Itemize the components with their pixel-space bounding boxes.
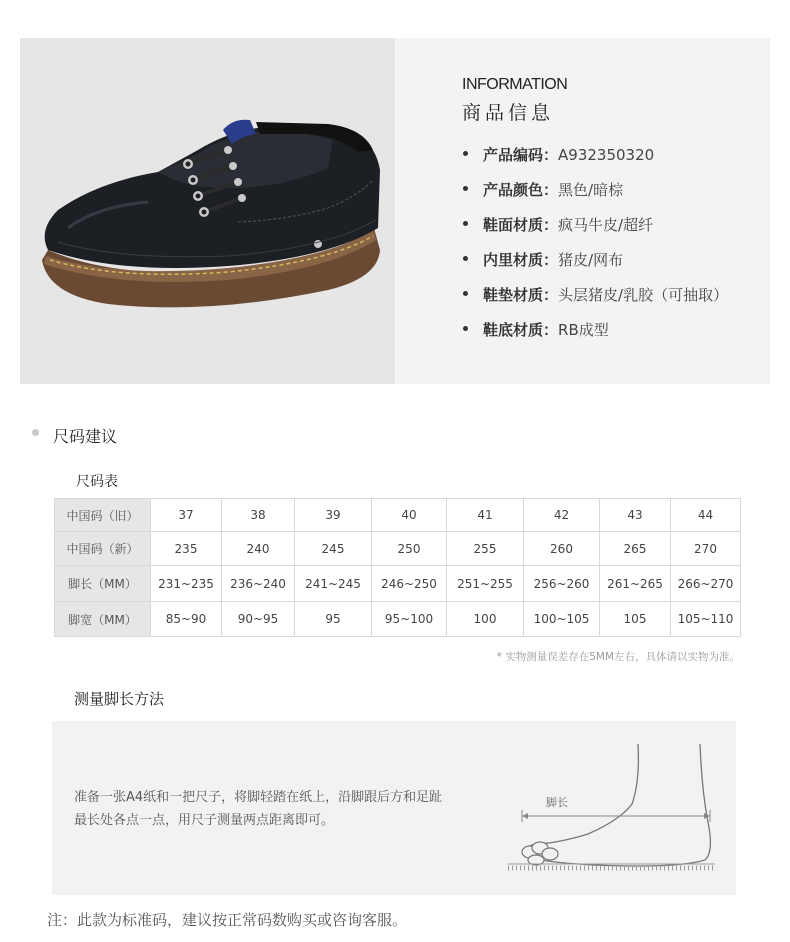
table-cell: 255 xyxy=(447,532,524,566)
bullet-icon xyxy=(463,186,468,191)
bullet-icon xyxy=(463,291,468,296)
table-cell: 38 xyxy=(222,499,295,532)
table-cell: 231~235 xyxy=(151,566,222,602)
spec-item xyxy=(463,285,728,320)
table-cell: 85~90 xyxy=(151,602,222,637)
table-cell: 100~105 xyxy=(524,602,600,637)
shoe-image xyxy=(28,110,388,310)
bullet-icon xyxy=(463,221,468,226)
bullet-icon xyxy=(463,326,468,331)
bullet-icon xyxy=(463,256,468,261)
table-cell: 251~255 xyxy=(447,566,524,602)
table-cell: 245 xyxy=(295,532,372,566)
spec-key: 鞋面材质： xyxy=(483,216,559,234)
table-cell: 40 xyxy=(372,499,447,532)
spec-item xyxy=(463,215,728,250)
spec-key: 鞋垫材质： xyxy=(483,286,559,304)
bullet-icon xyxy=(463,151,468,156)
table-cell: 41 xyxy=(447,499,524,532)
size-section-title: 尺码建议 xyxy=(53,427,118,446)
spec-item xyxy=(463,145,728,180)
table-cell: 37 xyxy=(151,499,222,532)
table-cell: 241~245 xyxy=(295,566,372,602)
info-heading-en: INFORMATION xyxy=(462,76,568,93)
spec-item xyxy=(463,320,728,355)
footer-note: 注：此款为标准码，建议按正常码数购买或咨询客服。 xyxy=(47,911,408,929)
spec-value: RB成型 xyxy=(558,321,609,339)
spec-value: 头层猪皮/乳胶（可抽取） xyxy=(558,286,729,304)
size-table-title: 尺码表 xyxy=(76,474,118,490)
spec-value: 黑色/暗棕 xyxy=(558,181,624,199)
spec-key: 内里材质： xyxy=(483,251,559,269)
spec-item xyxy=(463,250,728,285)
instruction-line: 最长处各点一点，用尺子测量两点距离即可。 xyxy=(74,813,335,828)
table-cell: 270 xyxy=(671,532,741,566)
table-row xyxy=(55,532,741,566)
spec-list xyxy=(463,145,728,355)
spec-key: 鞋底材质： xyxy=(483,321,559,339)
table-cell: 105 xyxy=(600,602,671,637)
spec-key: 产品颜色： xyxy=(483,181,559,199)
spec-item xyxy=(463,180,728,215)
table-cell: 105~110 xyxy=(671,602,741,637)
spec-key: 产品编码： xyxy=(483,146,559,164)
foot-diagram xyxy=(500,742,725,877)
row-header: 中国码（旧） xyxy=(55,499,151,532)
table-cell: 43 xyxy=(600,499,671,532)
table-row xyxy=(55,566,741,602)
table-cell: 240 xyxy=(222,532,295,566)
foot-length-label: 脚长 xyxy=(546,796,568,809)
table-cell: 261~265 xyxy=(600,566,671,602)
size-table xyxy=(54,498,741,637)
table-cell: 250 xyxy=(372,532,447,566)
table-cell: 100 xyxy=(447,602,524,637)
section-bullet-icon xyxy=(32,429,39,436)
table-cell: 95~100 xyxy=(372,602,447,637)
row-header: 中国码（新） xyxy=(55,532,151,566)
table-cell: 90~95 xyxy=(222,602,295,637)
table-cell: 265 xyxy=(600,532,671,566)
table-cell: 236~240 xyxy=(222,566,295,602)
table-cell: 235 xyxy=(151,532,222,566)
spec-value: A932350320 xyxy=(558,146,655,164)
table-cell: 39 xyxy=(295,499,372,532)
table-cell: 256~260 xyxy=(524,566,600,602)
table-cell: 42 xyxy=(524,499,600,532)
table-row xyxy=(55,499,741,532)
table-cell: 44 xyxy=(671,499,741,532)
table-row xyxy=(55,602,741,637)
row-header: 脚长（MM） xyxy=(55,566,151,602)
spec-value: 猪皮/网布 xyxy=(558,251,624,269)
measurement-disclaimer: * 实物测量误差存在5MM左右，具体请以实物为准。 xyxy=(496,651,740,663)
instruction-line: 准备一张A4纸和一把尺子，将脚轻踏在纸上，沿脚跟后方和足趾 xyxy=(74,790,443,805)
table-cell: 95 xyxy=(295,602,372,637)
table-cell: 266~270 xyxy=(671,566,741,602)
info-heading-cn: 商品信息 xyxy=(462,102,555,124)
product-image-area xyxy=(20,38,395,384)
row-header: 脚宽（MM） xyxy=(55,602,151,637)
spec-value: 疯马牛皮/超纤 xyxy=(558,216,654,234)
table-cell: 260 xyxy=(524,532,600,566)
measure-section-title: 测量脚长方法 xyxy=(74,690,165,708)
measure-instructions xyxy=(74,786,514,832)
table-cell: 246~250 xyxy=(372,566,447,602)
product-info-panel xyxy=(20,38,770,384)
